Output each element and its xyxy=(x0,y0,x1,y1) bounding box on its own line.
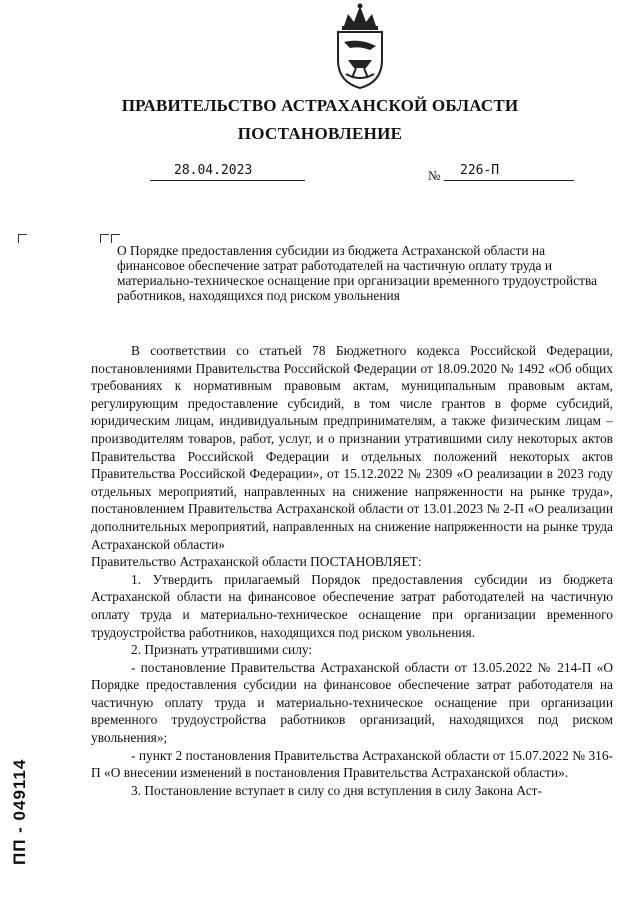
registration-stamp xyxy=(10,735,30,865)
resolves-line: Правительство Астраханской области ПОСТАНОВЛЯЕТ: xyxy=(91,554,422,570)
document-number: 226-П xyxy=(460,163,500,178)
subject-corner-mark-1 xyxy=(100,234,109,243)
document-date: 28.04.2023 xyxy=(174,163,253,178)
document-type: ПОСТАНОВЛЕНИЕ xyxy=(237,124,403,143)
government-title: ПРАВИТЕЛЬСТВО АСТРАХАНСКОЙ ОБЛАСТИ xyxy=(121,96,519,115)
subject-corner-mark-2 xyxy=(111,234,120,243)
item-2b: - пункт 2 постановления Правительства Астраханской области от 15.07.2022 № 316-П «О внесении изменений в постановления Правительства Астраханской области». xyxy=(91,747,613,781)
item-1: 1. Утвердить прилагаемый Порядок предоставления субсидии из бюджета Астраханской области на финансовое обеспечение затрат работодателей на частичную оплату труда и материально-техническое оснащение при организации временного трудоустройства работников, находящихся под риском увольнения. xyxy=(91,571,613,640)
registration-number: ПП - 049114 xyxy=(10,758,29,865)
preamble-paragraph: В соответствии со статьей 78 Бюджетного кодекса Российской Федерации, постановлениями Правительства Российской Федерации от 18.09.2020 № 1492 «Об общих требованиях к нормативным правовым актам, муниципальным правовым актам, регулирующим предоставление субсидий, в том числе грантов в форме субсидий, юридическим лицам, индивидуальным предпринимателям, а также физическим лицам – производителям товаров, работ, услуг, и о признании утратившими силу некоторых актов Правительства Российской Федерации и отдельных положений некоторых актов Правительства Российской Федерации», от 15.12.2022 № 2309 «О реализации в 2023 году отдельных мероприятий, направленных на снижение напряженности на рынке труда», постановлением Правительства Астраханской области от 13.01.2023 № 2-П «О реализации дополнительных мероприятий, направленных на снижение напряженности на рынке труда Астраханской области» xyxy=(91,343,613,552)
document-number-field xyxy=(444,163,574,181)
document-subject: О Порядке предоставления субсидии из бюджета Астраханской области на финансовое обеспечение затрат работодателей на частичную оплату труда и материально-техническое оснащение при организации временного трудоустройства работников, находящихся под риском увольнения xyxy=(117,243,598,303)
document-body xyxy=(91,342,613,799)
left-corner-mark xyxy=(18,234,27,243)
item-2a: - постановление Правительства Астраханской области от 13.05.2022 № 214-П «О Порядке предоставления субсидии на финансовое обеспечение затрат работодателя на частичную оплату труда и материально-техническое оснащение при организации временного трудоустройства работников организаций, находящихся под риском увольнения»; xyxy=(91,659,613,746)
number-label: № xyxy=(428,168,441,183)
coat-of-arms-icon xyxy=(330,2,390,90)
document-date-field xyxy=(150,163,305,181)
item-2: 2. Признать утратившими силу: xyxy=(131,642,313,658)
item-3: 3. Постановление вступает в силу со дня вступления в силу Закона Аст- xyxy=(131,782,542,798)
